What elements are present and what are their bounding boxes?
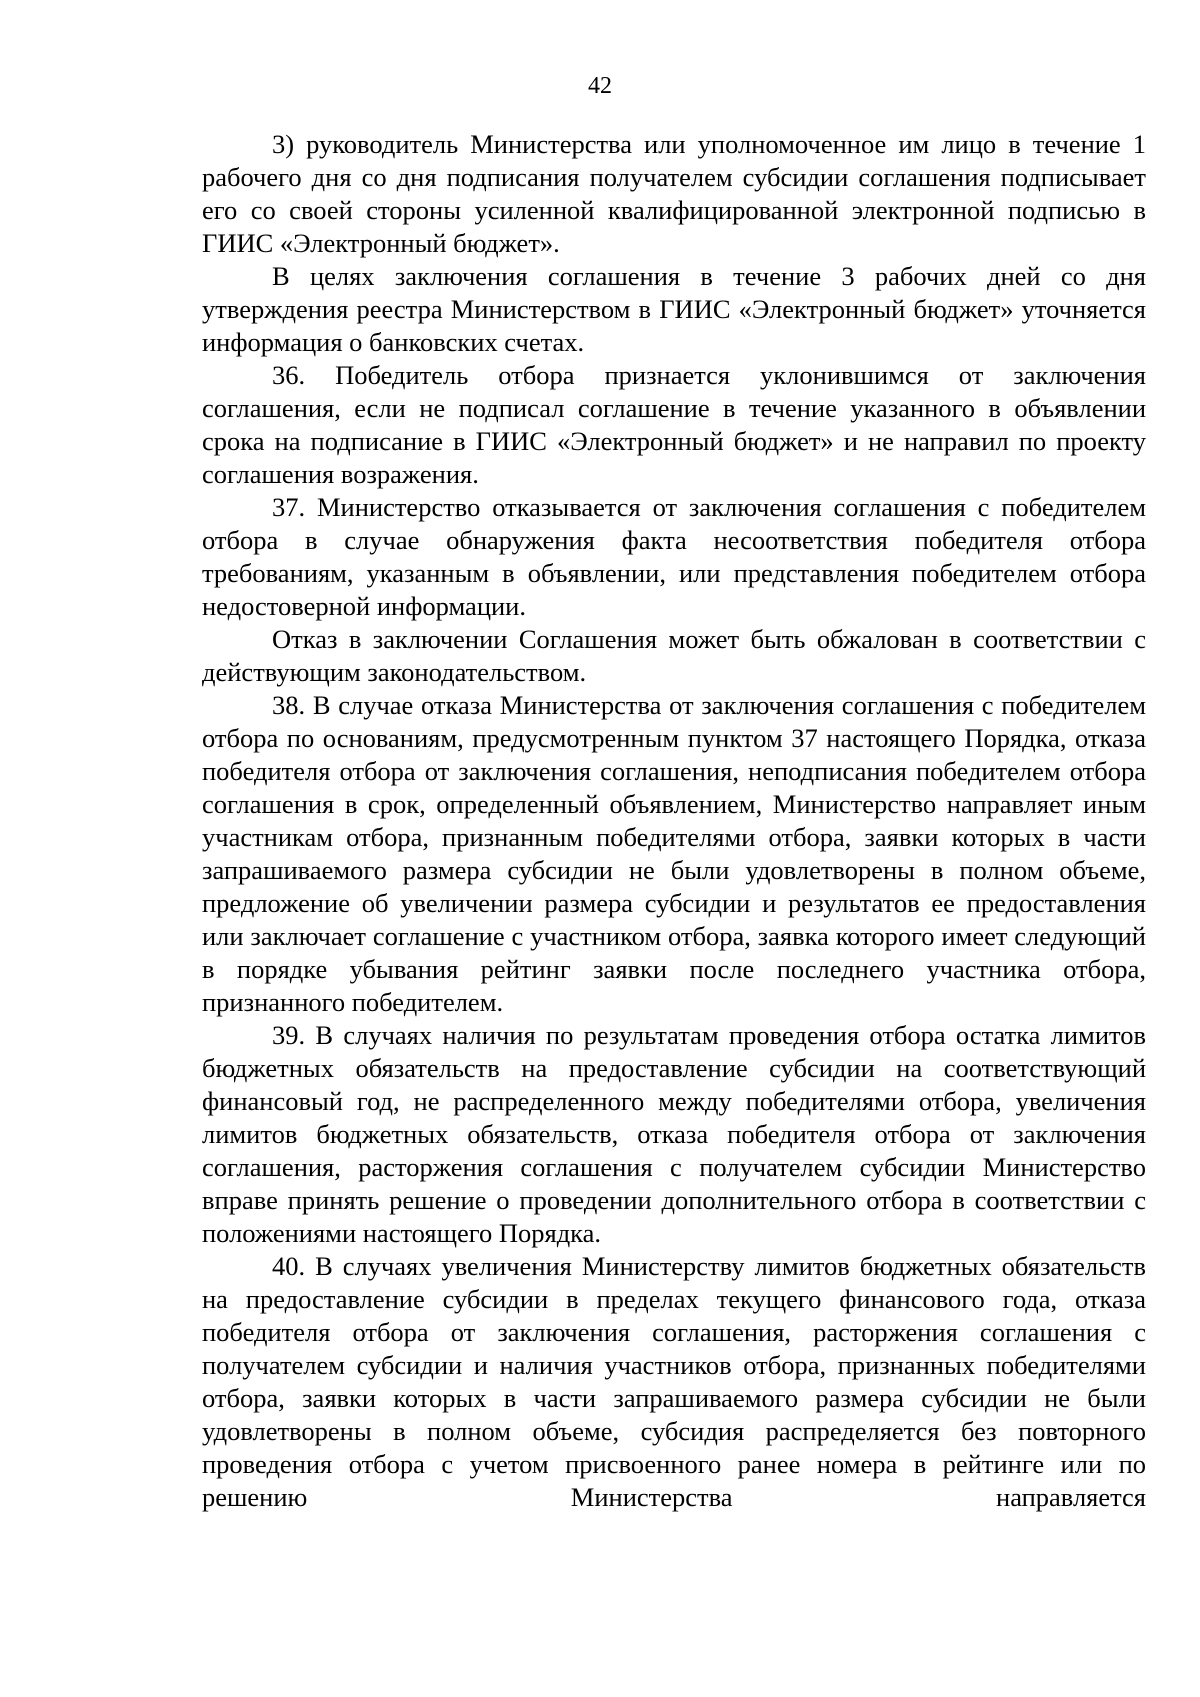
paragraph-3-signing: 3) руководитель Министерства или уполномоченное им лицо в течение 1 рабочего дня со дня подписания получателем субсидии соглашения подписывает его со своей стороны усиленной квалифицированной электронной подписью в ГИИС «Электронный бюджет». <box>202 129 1146 258</box>
paragraph-36: 36. Победитель отбора признается уклонившимся от заключения соглашения, если не подписал соглашение в течение указанного в объявлении срока на подписание в ГИИС «Электронный бюджет» и не направил по проекту соглашения возражения. <box>202 360 1146 489</box>
paragraph-40: 40. В случаях увеличения Министерству лимитов бюджетных обязательств на предоставление субсидии в пределах текущего финансового года, отказа победителя отбора от заключения соглашения, расторжения соглашения с получателем субсидии и наличия участников отбора, признанных победителями отбора, заявки которых в части запрашиваемого размера субсидии не были удовлетворены в полном объеме, субсидия распределяется без повторного проведения отбора с учетом присвоенного ранее номера в рейтинге или по решению Министерства направляется <box>202 1251 1146 1512</box>
paragraph-37: 37. Министерство отказывается от заключения соглашения с победителем отбора в случае обнаружения факта несоответствия победителя отбора требованиям, указанным в объявлении, или представления победителем отбора недостоверной информации. <box>202 492 1146 621</box>
page-number: 42 <box>588 73 612 99</box>
paragraph-bank-accounts: В целях заключения соглашения в течение 3 рабочих дней со дня утверждения реестра Министерством в ГИИС «Электронный бюджет» уточняется информация о банковских счетах. <box>202 261 1146 357</box>
document-body <box>202 128 1146 1514</box>
paragraph-39: 39. В случаях наличия по результатам проведения отбора остатка лимитов бюджетных обязательств на предоставление субсидии на соответствующий финансовый год, не распределенного между победителями отбора, увеличения лимитов бюджетных обязательств, отказа победителя отбора от заключения соглашения, расторжения соглашения с получателем субсидии Министерство вправе принять решение о проведении дополнительного отбора в соответствии с положениями настоящего Порядка. <box>202 1020 1146 1248</box>
paragraph-refusal-appeal: Отказ в заключении Соглашения может быть обжалован в соответствии с действующим законодательством. <box>202 624 1146 687</box>
paragraph-38: 38. В случае отказа Министерства от заключения соглашения с победителем отбора по основаниям, предусмотренным пунктом 37 настоящего Порядка, отказа победителя отбора от заключения соглашения, неподписания победителем отбора соглашения в срок, определенный объявлением, Министерство направляет иным участникам отбора, признанным победителями отбора, заявки которых в части запрашиваемого размера субсидии не были удовлетворены в полном объеме, предложение об увеличении размера субсидии и результатов ее предоставления или заключает соглашение с участником отбора, заявка которого имеет следующий в порядке убывания рейтинг заявки после последнего участника отбора, признанного победителем. <box>202 690 1146 1017</box>
